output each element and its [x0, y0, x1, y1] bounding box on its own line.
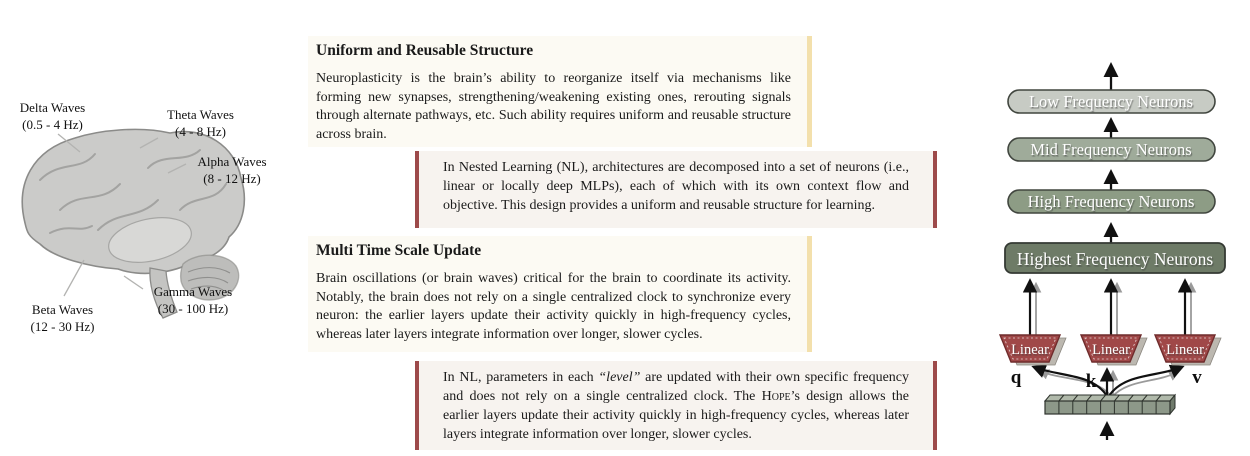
token-sequence-bar	[1045, 395, 1175, 414]
high-frequency-label: High Frequency Neurons	[1027, 192, 1195, 211]
quote-nl-update-frequency	[415, 361, 937, 450]
note-body: Neuroplasticity is the brain’s ability to reorganize itself via mechanisms like forming new synapses, strengthening/weakening existing ones, rerouting signals through alternate pathways, etc. Such ability requires uniform and reusable structure across brain.	[316, 71, 791, 142]
level-word-italic: “level”	[598, 370, 641, 385]
low-frequency-label: Low Frequency Neurons	[1028, 92, 1194, 111]
quote-nested-learning-structure	[415, 151, 937, 228]
note-uniform-reusable-structure	[308, 36, 812, 147]
hope-smallcaps: Hope	[761, 388, 791, 404]
wave-name: Alpha Waves	[197, 154, 267, 169]
wave-range: (0.5 - 4 Hz)	[22, 116, 83, 132]
brain-panel	[0, 0, 300, 456]
wave-name: Delta Waves	[19, 100, 86, 115]
label-theta-waves	[153, 107, 248, 140]
note-multi-time-scale-update	[308, 236, 812, 352]
quote-segment: ’s design allows the earlier layers update their activity quickly in high-frequency cycles, whereas later layers integrate information over longer, slower cycles.	[443, 388, 909, 442]
note-body: Brain oscillations (or brain waves) critical for the brain to coordinate its activity. Notably, the brain does not rely on a single centralized clock to synchronize every neuron: the earlier layers update their activity quickly in high-frequency cycles, whereas later layers integrate information over longer, slower cycles.	[316, 271, 791, 342]
note-title: Uniform and Reusable Structure	[316, 42, 534, 59]
highest-frequency-label: Highest Frequency Neurons	[1016, 249, 1214, 269]
quote-text	[443, 369, 909, 445]
label-beta-waves	[10, 302, 115, 335]
linear-projections	[1000, 335, 1221, 365]
wave-range: (4 - 8 Hz)	[175, 123, 226, 139]
frequency-stack-diagram	[980, 25, 1250, 451]
query-label: q	[1010, 367, 1022, 388]
quote-text: In Nested Learning (NL), architectures are decomposed into a set of neurons (i.e., linear or locally deep MLPs), each of which with its own context flow and objective. This design provides a uniform and reusable structure for learning.	[443, 160, 909, 213]
note-title: Multi Time Scale Update	[316, 242, 482, 259]
wave-name: Gamma Waves	[153, 284, 233, 299]
wave-range: (12 - 30 Hz)	[30, 318, 95, 334]
wave-range: (8 - 12 Hz)	[203, 170, 261, 186]
label-alpha-waves	[182, 154, 282, 187]
linear-v-label: Linear	[1166, 342, 1204, 358]
quote-segment: are updated with their own specific frequency and does not rely on a single centralized clock. The	[443, 370, 910, 404]
wave-name: Beta Waves	[31, 302, 94, 317]
projection-output-arrows	[1030, 281, 1191, 335]
wave-range: (30 - 100 Hz)	[157, 300, 229, 316]
linear-k-label: Linear	[1092, 342, 1130, 358]
linear-q-label: Linear	[1011, 342, 1049, 358]
mid-frequency-label: Mid Frequency Neurons	[1030, 140, 1192, 159]
value-label: v	[1192, 367, 1202, 388]
label-delta-waves	[5, 100, 100, 133]
quote-segment: In NL, parameters in each	[443, 370, 599, 385]
qkv-connectors	[1034, 367, 1182, 397]
key-label: k	[1085, 371, 1097, 392]
wave-name: Theta Waves	[167, 107, 234, 122]
label-gamma-waves	[138, 284, 248, 317]
